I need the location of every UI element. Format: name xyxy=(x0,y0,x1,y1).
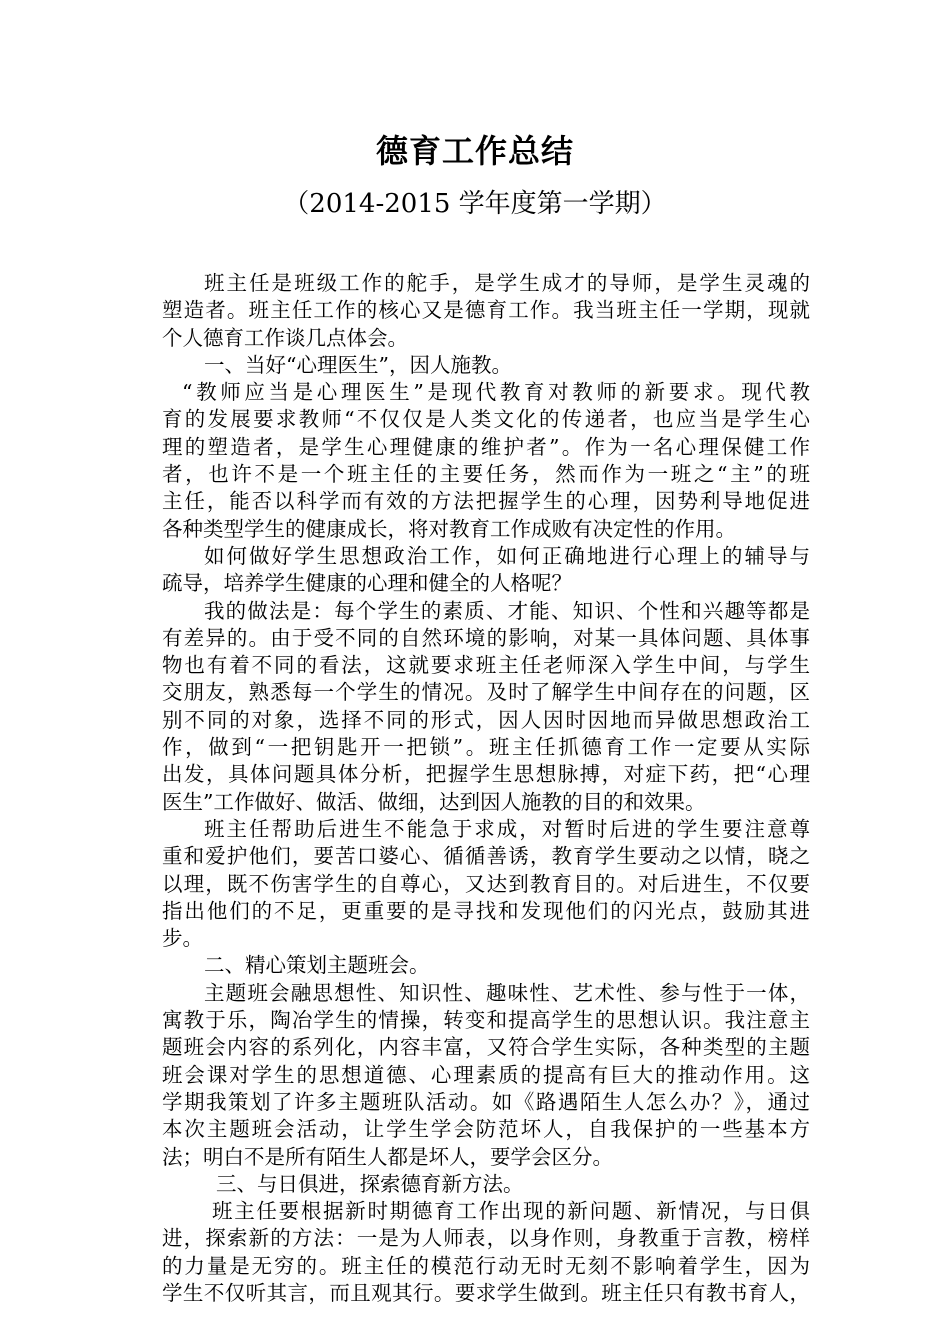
text-line: 理的塑造者，是学生心理健康的维护者”。作为一名心理保健工作 xyxy=(162,434,810,459)
section-heading: 三、与日俱进，探索德育新方法。 xyxy=(216,1171,524,1196)
document-body xyxy=(162,270,810,1307)
text-line: 别不同的对象，选择不同的形式，因人因时因地而异做思想政治工 xyxy=(162,707,810,732)
text-line: 各种类型学生的健康成长，将对教育工作成败有决定性的作用。 xyxy=(162,516,736,541)
text-line: 学生不仅听其言，而且观其行。要求学生做到。班主任只有教书育人， xyxy=(162,1280,810,1305)
text-line: 法；明白不是所有陌生人都是坏人，要学会区分。 xyxy=(162,1144,613,1169)
text-line: 本次主题班会活动，让学生学会防范坏人，自我保护的一些基本方 xyxy=(162,1117,810,1142)
document-title: 德育工作总结 xyxy=(375,132,574,170)
text-line: 以理，既不伤害学生的自尊心，又达到教育目的。对后进生，不仅要 xyxy=(162,871,810,896)
text-line: 交朋友，熟悉每一个学生的情况。及时了解学生中间存在的问题，区 xyxy=(162,680,810,705)
text-line: 步。 xyxy=(162,926,203,951)
text-line: 我的做法是：每个学生的素质、才能、知识、个性和兴趣等都是 xyxy=(204,598,810,623)
text-line: 有差异的。由于受不同的自然环境的影响，对某一具体问题、具体事 xyxy=(162,625,810,650)
text-line: 题班会内容的系列化，内容丰富，又符合学生实际，各种类型的主题 xyxy=(162,1035,810,1060)
text-line: 学期我策划了许多主题班队活动。如《路遇陌生人怎么办？》，通过 xyxy=(162,1089,810,1114)
text-line: 寓教于乐，陶冶学生的情操，转变和提高学生的思想认识。我注意主 xyxy=(162,1008,810,1033)
text-line: 疏导，培养学生健康的心理和健全的人格呢？ xyxy=(162,571,572,596)
text-line: 班主任要根据新时期德育工作出现的新问题、新情况，与日俱 xyxy=(212,1199,810,1224)
text-line: 进，探索新的方法：一是为人师表，以身作则，身教重于言教，榜样 xyxy=(162,1226,810,1251)
text-line: 个人德育工作谈几点体会。 xyxy=(162,325,408,350)
text-line: 重和爱护他们，要苦口婆心、循循善诱，教育学生要动之以情，晓之 xyxy=(162,844,810,869)
text-line: 班会课对学生的思想道德、心理素质的提高有巨大的推动作用。这 xyxy=(162,1062,810,1087)
text-line: 指出他们的不足，更重要的是寻找和发现他们的闪光点，鼓励其进 xyxy=(162,898,810,923)
section-heading: 一、当好“心理医生”，因人施教。 xyxy=(204,352,512,377)
text-line: 出发，具体问题具体分析，把握学生思想脉搏，对症下药，把“心理 xyxy=(162,762,810,787)
text-line: 主任，能否以科学而有效的方法把握学生的心理，因势利导地促进 xyxy=(162,489,810,514)
text-line: 班主任帮助后进生不能急于求成，对暂时后进的学生要注意尊 xyxy=(204,816,810,841)
text-line: 者，也许不是一个班主任的主要任务，然而作为一班之“主”的班 xyxy=(162,462,810,487)
text-line: 塑造者。班主任工作的核心又是德育工作。我当班主任一学期，现就 xyxy=(162,298,810,323)
text-line: 班主任是班级工作的舵手，是学生成才的导师，是学生灵魂的 xyxy=(204,271,810,295)
text-line: 的力量是无穷的。班主任的模范行动无时无刻不影响着学生，因为 xyxy=(162,1253,810,1278)
text-line: “教师应当是心理医生”是现代教育对教师的新要求。现代教 xyxy=(182,380,810,405)
section-heading: 二、精心策划主题班会。 xyxy=(204,953,430,978)
text-line: 育的发展要求教师“不仅仅是人类文化的传递者，也应当是学生心 xyxy=(162,407,810,432)
document-subtitle: （2014-2015 学年度第一学期） xyxy=(283,189,667,219)
text-line: 医生”工作做好、做活、做细，达到因人施教的目的和效果。 xyxy=(162,789,706,814)
text-line: 主题班会融思想性、知识性、趣味性、艺术性、参与性于一体， xyxy=(204,980,810,1005)
text-line: 作，做到“一把钥匙开一把锁”。班主任抓德育工作一定要从实际 xyxy=(162,735,810,760)
text-line: 如何做好学生思想政治工作，如何正确地进行心理上的辅导与 xyxy=(204,543,810,568)
text-line: 物也有着不同的看法，这就要求班主任老师深入学生中间，与学生 xyxy=(162,653,810,678)
